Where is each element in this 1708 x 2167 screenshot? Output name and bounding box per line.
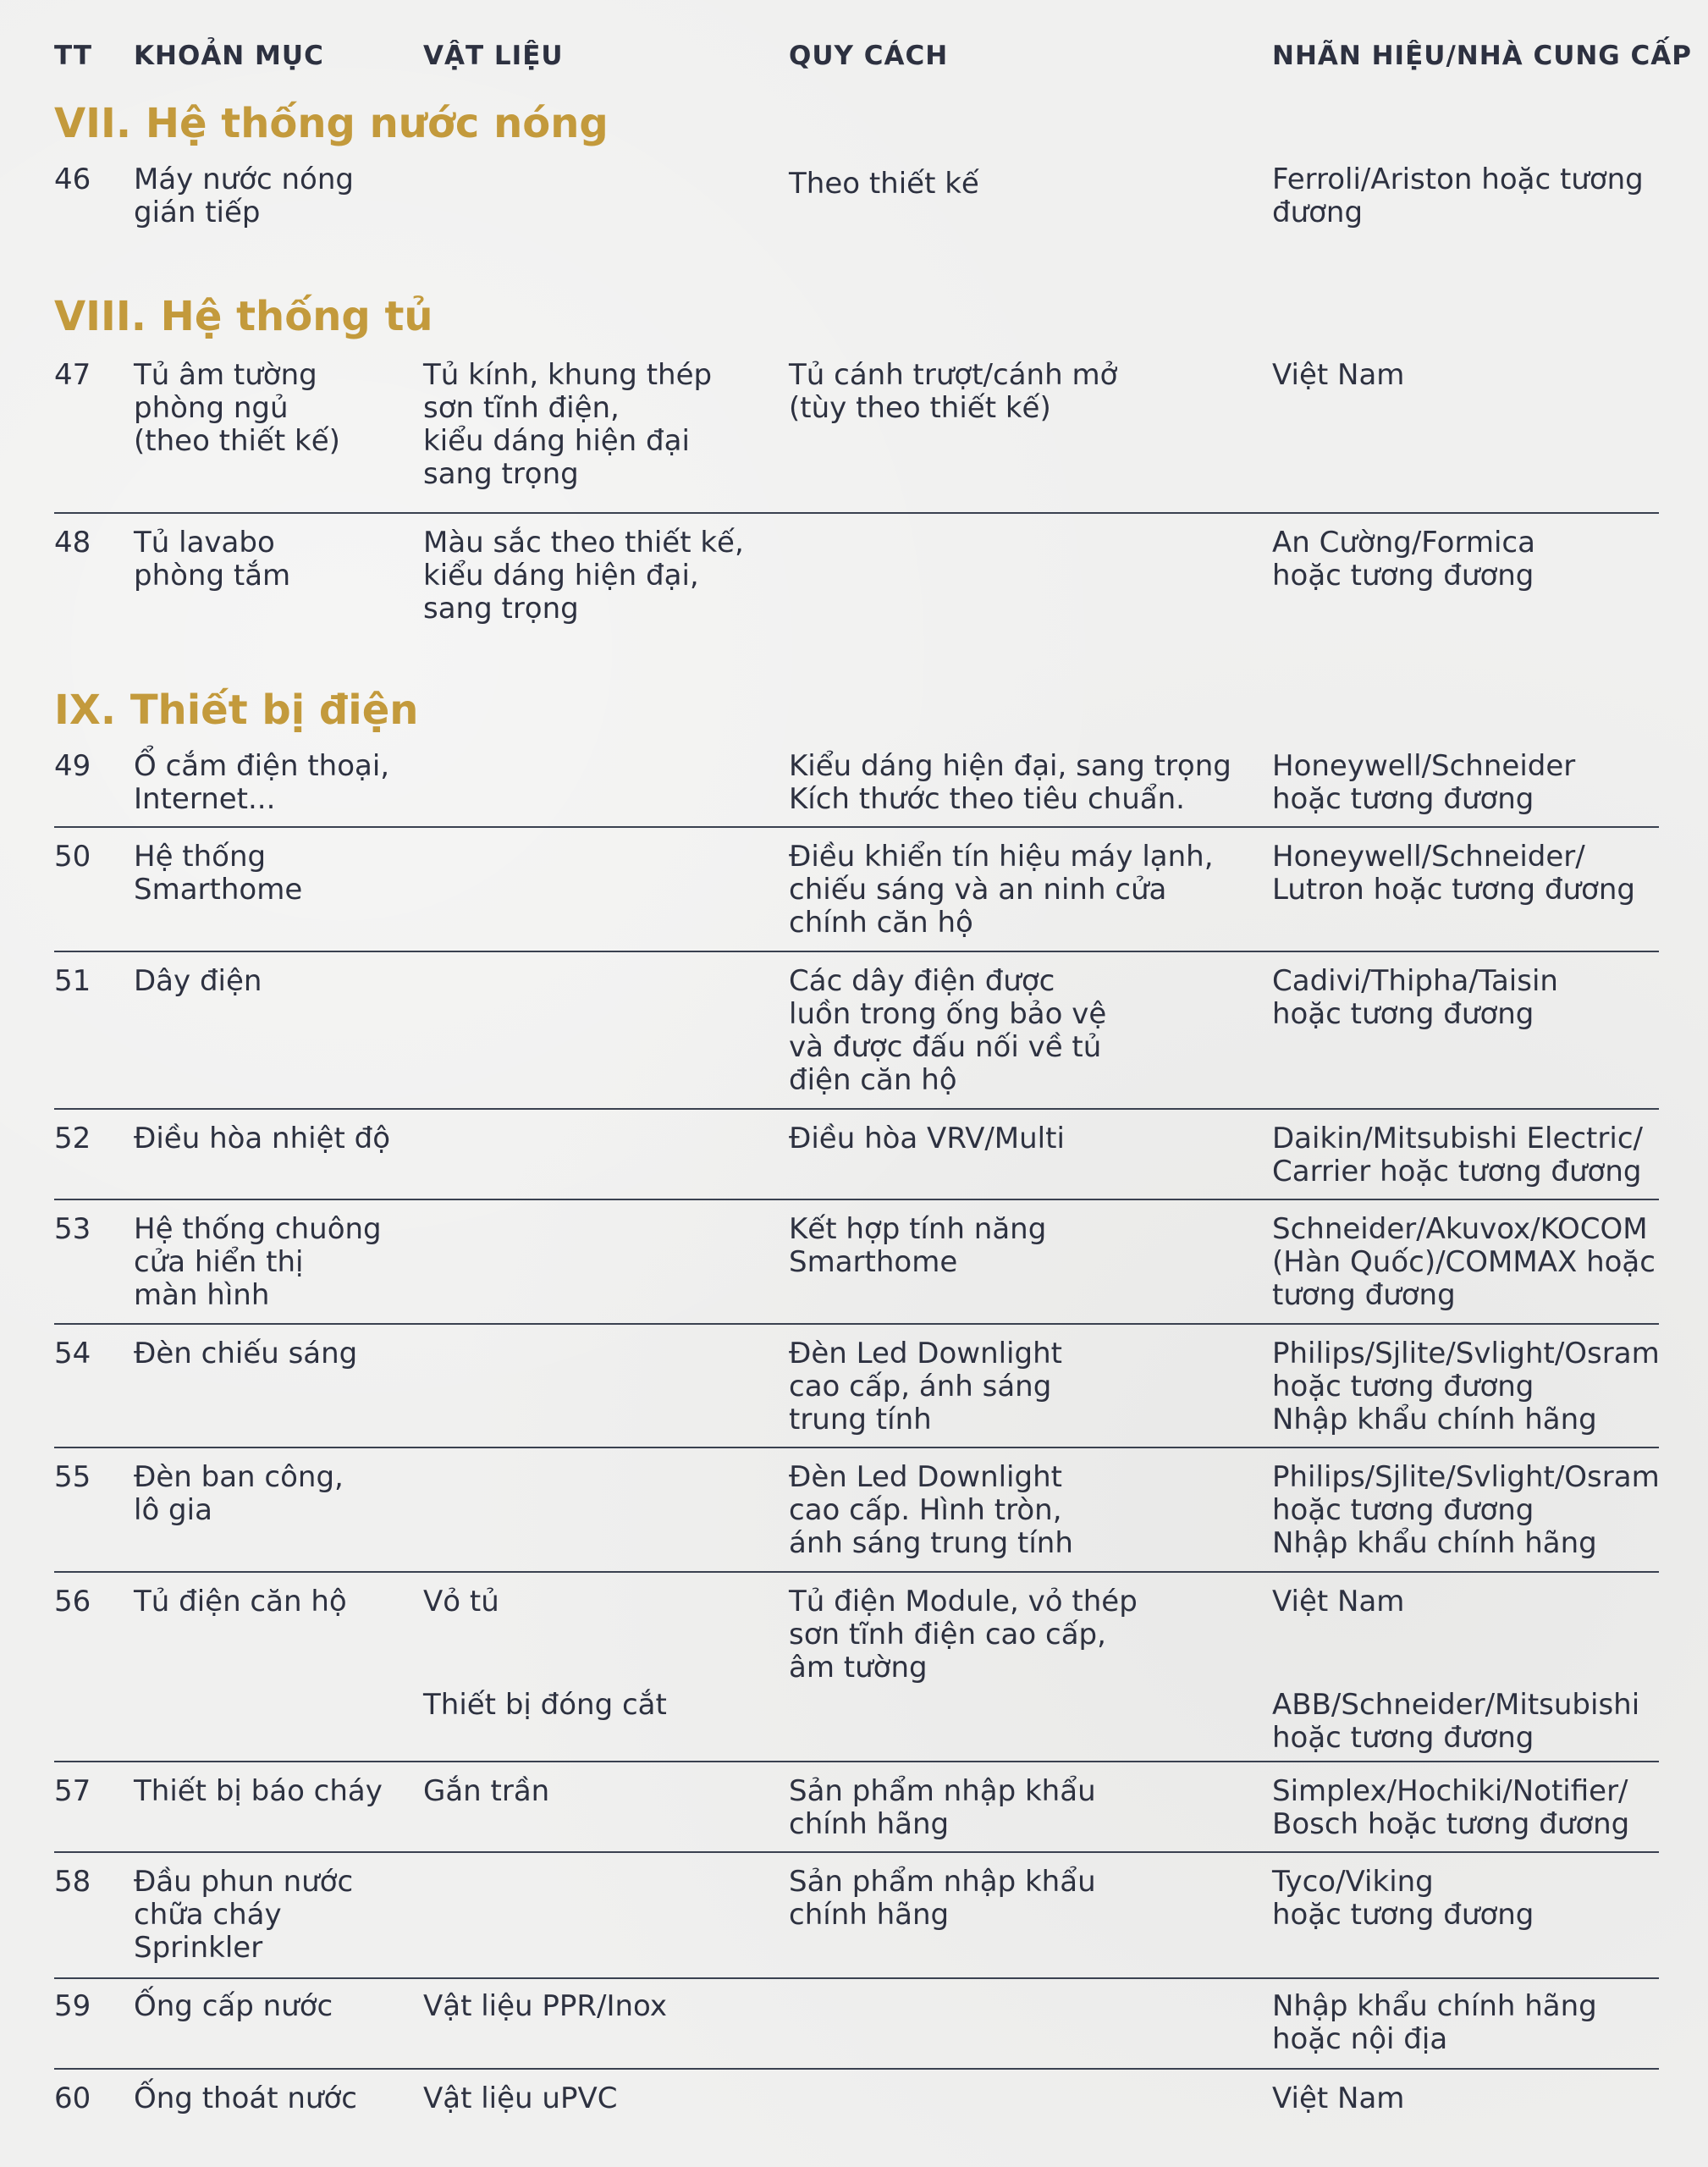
row-49-tt: 49	[54, 749, 91, 783]
header-item: KHOẢN MỤC	[134, 41, 324, 71]
row-54-spec: Đèn Led Downlight cao cấp, ánh sáng trung tính	[789, 1337, 1062, 1436]
row-53-item: Hệ thống chuông cửa hiển thị màn hình	[134, 1212, 382, 1312]
row-57-spec: Sản phẩm nhập khẩu chính hãng	[789, 1774, 1096, 1841]
row-48-tt: 48	[54, 526, 91, 560]
row-53-spec: Kết hợp tính năng Smarthome	[789, 1212, 1047, 1279]
row-divider	[54, 1571, 1659, 1573]
row-59-brand: Nhập khẩu chính hãng hoặc nội địa	[1272, 1989, 1597, 2056]
row-50-item: Hệ thống Smarthome	[134, 840, 303, 907]
section-title-cabinets: VIII. Hệ thống tủ	[54, 293, 433, 340]
row-58-item: Đầu phun nước chữa cháy Sprinkler	[134, 1865, 354, 1965]
row-50-spec: Điều khiển tín hiệu máy lạnh, chiếu sáng và an ninh cửa chính căn hộ	[789, 840, 1214, 940]
row-48-item: Tủ lavabo phòng tắm	[134, 526, 291, 593]
row-60-tt: 60	[54, 2082, 91, 2115]
row-51-brand: Cadivi/Thipha/Taisin hoặc tương đương	[1272, 964, 1558, 1031]
row-49-item: Ổ cắm điện thoại, Internet...	[134, 749, 390, 816]
row-56-tt: 56	[54, 1585, 91, 1618]
row-49-spec: Kiểu dáng hiện đại, sang trọng Kích thước theo tiêu chuẩn.	[789, 749, 1231, 816]
row-divider	[54, 512, 1659, 514]
row-divider	[54, 1851, 1659, 1853]
row-50-tt: 50	[54, 840, 91, 874]
row-49-brand: Honeywell/Schneider hoặc tương đương	[1272, 749, 1576, 816]
row-55-brand: Philips/Sjlite/Svlight/Osram hoặc tương đương Nhập khẩu chính hãng	[1272, 1460, 1660, 1560]
row-53-brand: Schneider/Akuvox/KOCOM (Hàn Quốc)/COMMAX hoặc tương đương	[1272, 1212, 1656, 1312]
row-46-tt: 46	[54, 163, 91, 196]
section-title-hot-water: VII. Hệ thống nước nóng	[54, 100, 609, 147]
row-51-item: Dây điện	[134, 964, 262, 998]
row-59-tt: 59	[54, 1989, 91, 2023]
row-54-tt: 54	[54, 1337, 91, 1370]
row-57-tt: 57	[54, 1774, 91, 1808]
row-divider	[54, 2068, 1659, 2070]
row-52-spec: Điều hòa VRV/Multi	[789, 1122, 1065, 1155]
header-spec: QUY CÁCH	[789, 41, 949, 71]
row-divider	[54, 1199, 1659, 1200]
row-divider	[54, 1977, 1659, 1979]
row-54-item: Đèn chiếu sáng	[134, 1337, 358, 1370]
row-55-spec: Đèn Led Downlight cao cấp. Hình tròn, ánh sáng trung tính	[789, 1460, 1073, 1560]
row-46-item: Máy nước nóng gián tiếp	[134, 163, 354, 229]
row-57-material: Gắn trần	[423, 1774, 550, 1808]
row-56-brand: Việt Nam	[1272, 1585, 1405, 1618]
row-47-item: Tủ âm tường phòng ngủ (theo thiết kế)	[134, 358, 340, 458]
row-57-item: Thiết bị báo cháy	[134, 1774, 383, 1808]
row-divider	[54, 1108, 1659, 1110]
row-47-tt: 47	[54, 358, 91, 392]
row-56-material-2: Thiết bị đóng cắt	[423, 1688, 667, 1722]
row-58-spec: Sản phẩm nhập khẩu chính hãng	[789, 1865, 1096, 1932]
row-56-material: Vỏ tủ	[423, 1585, 499, 1618]
row-46-brand: Ferroli/Ariston hoặc tương đương	[1272, 163, 1644, 229]
row-52-brand: Daikin/Mitsubishi Electric/ Carrier hoặc tương đương	[1272, 1122, 1643, 1188]
row-47-spec: Tủ cánh trượt/cánh mở (tùy theo thiết kế)	[789, 358, 1118, 425]
row-46-spec: Theo thiết kế	[789, 167, 979, 201]
header-brand: NHÃN HIỆU/NHÀ CUNG CẤP	[1272, 41, 1693, 71]
row-50-brand: Honeywell/Schneider/ Lutron hoặc tương đương	[1272, 840, 1635, 907]
row-52-tt: 52	[54, 1122, 91, 1155]
row-51-tt: 51	[54, 964, 91, 998]
row-56-brand-2: ABB/Schneider/Mitsubishi hoặc tương đương	[1272, 1688, 1640, 1755]
row-divider	[54, 826, 1659, 828]
row-52-item: Điều hòa nhiệt độ	[134, 1122, 391, 1155]
row-57-brand: Simplex/Hochiki/Notifier/ Bosch hoặc tương đương	[1272, 1774, 1630, 1841]
row-56-item: Tủ điện căn hộ	[134, 1585, 347, 1618]
row-60-item: Ống thoát nước	[134, 2082, 357, 2115]
row-47-material: Tủ kính, khung thép sơn tĩnh điện, kiểu dáng hiện đại sang trọng	[423, 358, 713, 491]
header-tt: TT	[54, 41, 93, 71]
row-divider	[54, 951, 1659, 952]
row-divider	[54, 1447, 1659, 1448]
header-material: VẬT LIỆU	[423, 41, 564, 71]
row-48-brand: An Cường/Formica hoặc tương đương	[1272, 526, 1535, 593]
row-divider	[54, 1761, 1659, 1762]
row-47-brand: Việt Nam	[1272, 358, 1405, 392]
row-divider	[54, 1323, 1659, 1325]
row-55-tt: 55	[54, 1460, 91, 1494]
row-59-item: Ống cấp nước	[134, 1989, 333, 2023]
row-60-material: Vật liệu uPVC	[423, 2082, 618, 2115]
row-56-spec: Tủ điện Module, vỏ thép sơn tĩnh điện cao cấp, âm tường	[789, 1585, 1138, 1685]
section-title-electrical: IX. Thiết bị điện	[54, 686, 419, 734]
row-59-material: Vật liệu PPR/Inox	[423, 1989, 667, 2023]
row-51-spec: Các dây điện được luồn trong ống bảo vệ và được đấu nối về tủ điện căn hộ	[789, 964, 1107, 1097]
row-54-brand: Philips/Sjlite/Svlight/Osram hoặc tương đương Nhập khẩu chính hãng	[1272, 1337, 1660, 1436]
row-60-brand: Việt Nam	[1272, 2082, 1405, 2115]
row-58-brand: Tyco/Viking hoặc tương đương	[1272, 1865, 1534, 1932]
row-48-material: Màu sắc theo thiết kế, kiểu dáng hiện đại, sang trọng	[423, 526, 744, 626]
row-58-tt: 58	[54, 1865, 91, 1899]
row-53-tt: 53	[54, 1212, 91, 1246]
row-55-item: Đèn ban công, lô gia	[134, 1460, 344, 1527]
